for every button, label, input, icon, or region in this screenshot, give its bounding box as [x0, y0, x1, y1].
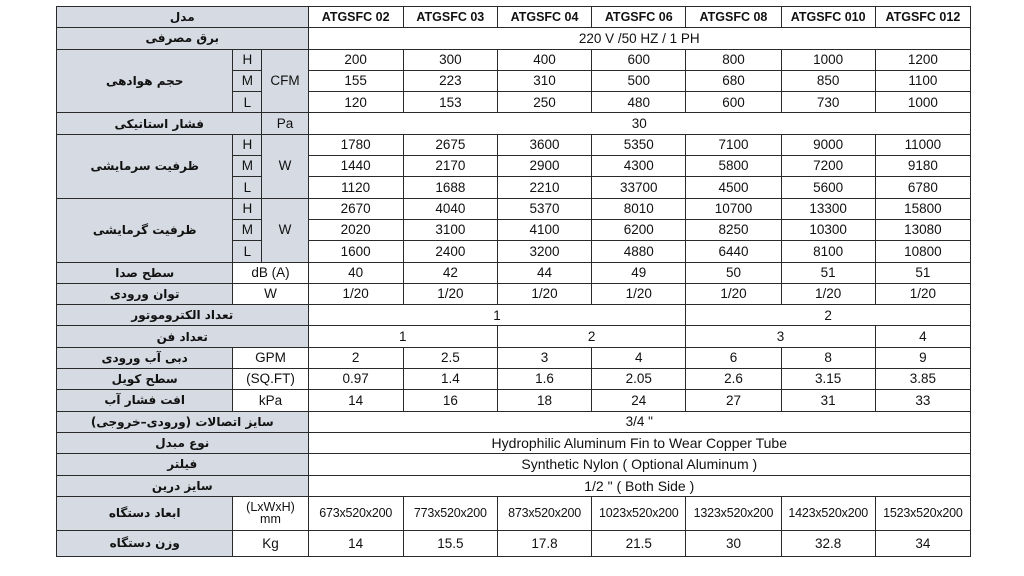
input-power-cell: 1/20	[686, 283, 781, 304]
airflow-cell: 800	[686, 49, 781, 70]
coil-area-label: سطح کویل	[57, 369, 233, 390]
exchanger-type-label: نوع مبدل	[57, 432, 309, 453]
coil-area-cell: 1.6	[497, 369, 591, 390]
water-flow-cell: 4	[592, 347, 686, 368]
input-power-cell: 1/20	[308, 283, 403, 304]
water-flow-row	[57, 347, 971, 368]
water-flow-unit: GPM	[233, 347, 308, 368]
dimensions-cell: 1023x520x200	[592, 496, 686, 530]
water-flow-cell: 9	[875, 347, 970, 368]
input-power-row	[57, 283, 971, 304]
airflow-cell: 480	[592, 92, 686, 113]
cooling-cell: 2170	[403, 156, 497, 177]
motor-count-cell: 1	[308, 305, 686, 326]
cooling-cell: 11000	[875, 134, 970, 155]
motor-count-row	[57, 305, 971, 326]
noise-cell: 42	[403, 262, 497, 283]
exchanger-type-value: Hydrophilic Aluminum Fin to Wear Copper Tube	[308, 432, 970, 453]
model-header: ATGSFC 012	[875, 7, 970, 28]
heating-cell: 5370	[497, 198, 591, 219]
dimensions-label: ابعاد دستگاه	[57, 496, 233, 530]
weight-cell: 15.5	[403, 530, 497, 556]
input-power-cell: 1/20	[403, 283, 497, 304]
cooling-cell: 5800	[686, 156, 781, 177]
water-flow-label: دبی آب ورودی	[57, 347, 233, 368]
model-header: ATGSFC 06	[592, 7, 686, 28]
heating-cell: 13300	[781, 198, 875, 219]
input-power-cell: 1/20	[592, 283, 686, 304]
cooling-cell: 1688	[403, 177, 497, 198]
water-pressure-drop-cell: 33	[875, 390, 970, 411]
connection-size-label: سایز اتصالات (ورودی–خروجی)	[57, 411, 309, 432]
noise-cell: 51	[781, 262, 875, 283]
water-flow-cell: 2.5	[403, 347, 497, 368]
airflow-cell: 400	[497, 49, 591, 70]
cooling-cell: 3600	[497, 134, 591, 155]
static-pressure-value: 30	[308, 113, 970, 134]
exchanger-type-row	[57, 432, 971, 453]
coil-area-cell: 1.4	[403, 369, 497, 390]
airflow-cell: 1200	[875, 49, 970, 70]
water-pressure-drop-cell: 14	[308, 390, 403, 411]
cooling-cell: 2900	[497, 156, 591, 177]
static-pressure-unit: Pa	[262, 113, 308, 134]
connection-size-row	[57, 411, 971, 432]
dimensions-unit-line1: (LxWxH)	[246, 499, 295, 514]
heating-cell: 8250	[686, 219, 781, 240]
power-supply-row	[57, 28, 971, 49]
dimensions-cell: 1523x520x200	[875, 496, 970, 530]
cooling-row-h	[57, 134, 971, 155]
airflow-cell: 250	[497, 92, 591, 113]
dimensions-unit-line2: mm	[260, 512, 281, 527]
weight-cell: 14	[308, 530, 403, 556]
dimensions-cell: 873x520x200	[497, 496, 591, 530]
heating-cell: 8010	[592, 198, 686, 219]
heating-cell: 13080	[875, 219, 970, 240]
speed-label: M	[233, 156, 262, 177]
cooling-cell: 1120	[308, 177, 403, 198]
cooling-cell: 5600	[781, 177, 875, 198]
static-pressure-label: فشار استاتیکی	[57, 113, 262, 134]
fan-count-cell: 3	[686, 326, 875, 347]
coil-area-cell: 2.6	[686, 369, 781, 390]
water-flow-cell: 6	[686, 347, 781, 368]
cooling-cell: 5350	[592, 134, 686, 155]
water-pressure-drop-row	[57, 390, 971, 411]
heating-unit: W	[262, 198, 308, 262]
heating-cell: 1600	[308, 241, 403, 262]
airflow-cell: 120	[308, 92, 403, 113]
speed-label: L	[233, 177, 262, 198]
cooling-cell: 33700	[592, 177, 686, 198]
airflow-cell: 1000	[781, 49, 875, 70]
input-power-cell: 1/20	[781, 283, 875, 304]
water-flow-cell: 8	[781, 347, 875, 368]
power-supply-value: 220 V /50 HZ / 1 PH	[308, 28, 970, 49]
speed-label: H	[233, 134, 262, 155]
airflow-cell: 155	[308, 70, 403, 91]
airflow-cell: 310	[497, 70, 591, 91]
cooling-cell: 7100	[686, 134, 781, 155]
speed-label: L	[233, 241, 262, 262]
weight-cell: 30	[686, 530, 781, 556]
fan-count-cell: 4	[875, 326, 970, 347]
input-power-label: توان ورودی	[57, 283, 233, 304]
filter-row	[57, 454, 971, 475]
airflow-cell: 500	[592, 70, 686, 91]
noise-unit: dB (A)	[233, 262, 308, 283]
heating-cell: 8100	[781, 241, 875, 262]
airflow-cell: 600	[686, 92, 781, 113]
cooling-cell: 6780	[875, 177, 970, 198]
airflow-cell: 300	[403, 49, 497, 70]
airflow-cell: 153	[403, 92, 497, 113]
dimensions-row	[57, 496, 971, 530]
cooling-cell: 9000	[781, 134, 875, 155]
input-power-cell: 1/20	[497, 283, 591, 304]
dimensions-cell: 673x520x200	[308, 496, 403, 530]
dimensions-unit	[233, 496, 308, 530]
airflow-cell: 200	[308, 49, 403, 70]
weight-cell: 21.5	[592, 530, 686, 556]
heating-cell: 10300	[781, 219, 875, 240]
weight-unit: Kg	[233, 530, 308, 556]
coil-area-cell: 3.15	[781, 369, 875, 390]
model-header: ATGSFC 010	[781, 7, 875, 28]
heating-cell: 2400	[403, 241, 497, 262]
dimensions-cell: 773x520x200	[403, 496, 497, 530]
fan-count-row	[57, 326, 971, 347]
header-row	[57, 7, 971, 28]
model-header: ATGSFC 03	[403, 7, 497, 28]
drain-size-label: سایز درین	[57, 475, 309, 496]
weight-cell: 34	[875, 530, 970, 556]
cooling-cell: 4500	[686, 177, 781, 198]
weight-cell: 17.8	[497, 530, 591, 556]
motor-count-label: تعداد الکتروموتور	[57, 305, 309, 326]
cooling-cell: 7200	[781, 156, 875, 177]
heating-cell: 2670	[308, 198, 403, 219]
model-header: ATGSFC 08	[686, 7, 781, 28]
airflow-cell: 1000	[875, 92, 970, 113]
airflow-cell: 680	[686, 70, 781, 91]
spec-table	[56, 6, 971, 557]
dimensions-cell: 1423x520x200	[781, 496, 875, 530]
coil-area-cell: 3.85	[875, 369, 970, 390]
speed-label: H	[233, 49, 262, 70]
cooling-cell: 4300	[592, 156, 686, 177]
weight-cell: 32.8	[781, 530, 875, 556]
fan-count-cell: 2	[497, 326, 685, 347]
heating-cell: 10700	[686, 198, 781, 219]
model-label: مدل	[57, 7, 309, 28]
heating-cell: 6440	[686, 241, 781, 262]
heating-cell: 4100	[497, 219, 591, 240]
input-power-unit: W	[233, 283, 308, 304]
cooling-cell: 9180	[875, 156, 970, 177]
water-pressure-drop-cell: 24	[592, 390, 686, 411]
dimensions-cell: 1323x520x200	[686, 496, 781, 530]
fan-count-cell: 1	[308, 326, 497, 347]
airflow-cell: 223	[403, 70, 497, 91]
model-header: ATGSFC 02	[308, 7, 403, 28]
connection-size-value: 3/4 "	[308, 411, 970, 432]
airflow-unit: CFM	[262, 49, 308, 113]
heating-cell: 3100	[403, 219, 497, 240]
airflow-cell: 730	[781, 92, 875, 113]
water-pressure-drop-cell: 16	[403, 390, 497, 411]
speed-label: M	[233, 219, 262, 240]
drain-size-row	[57, 475, 971, 496]
noise-cell: 51	[875, 262, 970, 283]
airflow-label: حجم هوادهی	[57, 49, 233, 113]
heating-label: ظرفیت گرمایشی	[57, 198, 233, 262]
filter-label: فیلتر	[57, 454, 309, 475]
airflow-cell: 600	[592, 49, 686, 70]
water-pressure-drop-cell: 18	[497, 390, 591, 411]
heating-row-h	[57, 198, 971, 219]
airflow-cell: 1100	[875, 70, 970, 91]
heating-cell: 6200	[592, 219, 686, 240]
heating-cell: 2020	[308, 219, 403, 240]
water-flow-cell: 2	[308, 347, 403, 368]
cooling-cell: 2210	[497, 177, 591, 198]
speed-label: M	[233, 70, 262, 91]
speed-label: L	[233, 92, 262, 113]
noise-label: سطح صدا	[57, 262, 233, 283]
input-power-cell: 1/20	[875, 283, 970, 304]
coil-area-cell: 0.97	[308, 369, 403, 390]
heating-cell: 15800	[875, 198, 970, 219]
power-supply-label: برق مصرفی	[57, 28, 309, 49]
noise-cell: 40	[308, 262, 403, 283]
fan-count-label: تعداد فن	[57, 326, 309, 347]
coil-area-unit: (SQ.FT)	[233, 369, 308, 390]
water-flow-cell: 3	[497, 347, 591, 368]
weight-label: وزن دستگاه	[57, 530, 233, 556]
weight-row	[57, 530, 971, 556]
cooling-cell: 1440	[308, 156, 403, 177]
cooling-cell: 1780	[308, 134, 403, 155]
water-pressure-drop-label: افت فشار آب	[57, 390, 233, 411]
speed-label: H	[233, 198, 262, 219]
airflow-row-h	[57, 49, 971, 70]
water-pressure-drop-cell: 27	[686, 390, 781, 411]
static-pressure-row	[57, 113, 971, 134]
cooling-label: ظرفیت سرمایشی	[57, 134, 233, 198]
cooling-cell: 2675	[403, 134, 497, 155]
coil-area-cell: 2.05	[592, 369, 686, 390]
model-header: ATGSFC 04	[497, 7, 591, 28]
motor-count-cell: 2	[686, 305, 971, 326]
airflow-cell: 850	[781, 70, 875, 91]
heating-cell: 4880	[592, 241, 686, 262]
water-pressure-drop-unit: kPa	[233, 390, 308, 411]
noise-row	[57, 262, 971, 283]
noise-cell: 49	[592, 262, 686, 283]
heating-cell: 4040	[403, 198, 497, 219]
water-pressure-drop-cell: 31	[781, 390, 875, 411]
heating-cell: 3200	[497, 241, 591, 262]
coil-area-row	[57, 369, 971, 390]
drain-size-value: 1/2 " ( Both Side )	[308, 475, 970, 496]
filter-value: Synthetic Nylon ( Optional Aluminum )	[308, 454, 970, 475]
heating-cell: 10800	[875, 241, 970, 262]
cooling-unit: W	[262, 134, 308, 198]
noise-cell: 44	[497, 262, 591, 283]
noise-cell: 50	[686, 262, 781, 283]
